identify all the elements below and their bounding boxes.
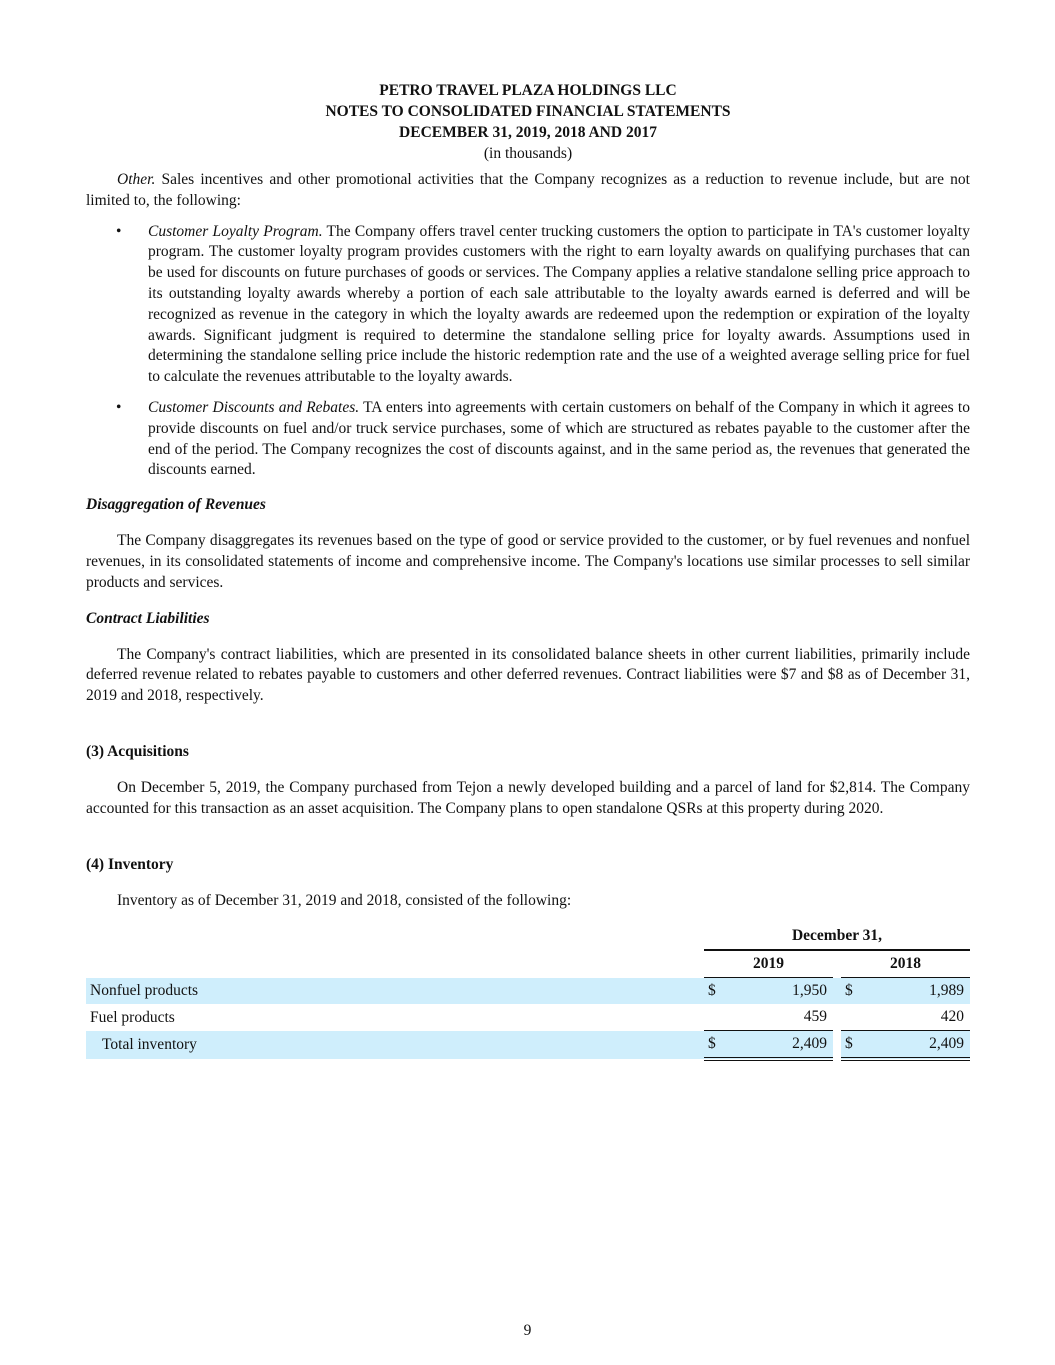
value-2019: 1,950	[728, 978, 833, 1005]
value-2018: 420	[865, 1004, 970, 1031]
other-paragraph	[86, 170, 970, 212]
bullet-discounts	[86, 398, 970, 481]
bullet-text: TA enters into agreements with certain customers on behalf of the Company in which it agrees to provide discounts on fuel and/or truck service purchases, some of which are structured as rebates payable to the customer after the end of the period. The Company recognizes the cost of discounts against, and in the same period as, the revenues that generated the discounts earned.	[148, 398, 970, 479]
inventory-table	[86, 923, 970, 1061]
contract-liabilities-paragraph: The Company's contract liabilities, which are presented in its consolidated balance sheets in other current liabilities, primarily include deferred revenue related to rebates payable to customers and other deferred revenues. Contract liabilities were $7 and $8 as of December 31, 2019 and 2018, respectively.	[86, 645, 970, 705]
document-page	[86, 80, 970, 1061]
bullet-text: The Company offers travel center trucking customers the option to participate in TA's customer loyalty program. The customer loyalty program provides customers with the right to earn loyalty awards on qualifying purchases that can be used for discounts on future purchases of goods or services. The Company applies a relative standalone selling price approach to its outstanding loyalty awards whereby a portion of each sale attributable to the loyalty awards earned is deferred and will be recognized as revenue in the category in which the loyalty awards are redeemed upon the redemption or expiration of the loyalty awards. Significant judgment is required to determine the standalone selling price for loyalty awards. Assumptions used in determining the standalone selling price include the historic redemption rate and the use of a weighted average selling price for fuel to calculate the revenues attributable to the loyalty awards.	[148, 222, 970, 386]
bullet-title: Customer Loyalty Program.	[148, 222, 323, 240]
column-header-2019: 2019	[704, 950, 833, 978]
currency-symbol	[704, 1004, 728, 1031]
bullet-icon: •	[116, 398, 122, 416]
row-label: Nonfuel products	[86, 978, 704, 1005]
other-lead: Other.	[117, 171, 156, 188]
currency-symbol: $	[841, 1031, 865, 1060]
other-text: Sales incentives and other promotional activities that the Company recognizes as a reduction to revenue include, but are not limited to, the following:	[86, 171, 970, 209]
acquisitions-heading: (3) Acquisitions	[86, 742, 189, 760]
bullet-icon: •	[116, 222, 122, 240]
currency-symbol: $	[704, 978, 728, 1005]
units-note: (in thousands)	[483, 145, 573, 162]
currency-symbol: $	[841, 978, 865, 1005]
column-header-2018: 2018	[841, 950, 970, 978]
value-2018: 1,989	[865, 978, 970, 1005]
company-name: PETRO TRAVEL PLAZA HOLDINGS LLC	[379, 82, 677, 99]
period-heading: DECEMBER 31, 2019, 2018 AND 2017	[399, 124, 657, 141]
row-label: Fuel products	[90, 1008, 175, 1026]
inventory-heading: (4) Inventory	[86, 855, 174, 873]
disaggregation-heading: Disaggregation of Revenues	[86, 496, 266, 514]
row-label: Total inventory	[86, 1031, 704, 1060]
inventory-intro: Inventory as of December 31, 2019 and 2018, consisted of the following:	[117, 891, 572, 909]
contract-liabilities-heading: Contract Liabilities	[86, 609, 210, 627]
value-2018: 2,409	[865, 1031, 970, 1060]
currency-symbol: $	[704, 1031, 728, 1060]
table-row	[86, 978, 970, 1005]
bullet-loyalty	[86, 222, 970, 388]
value-2019: 2,409	[728, 1031, 833, 1060]
value-2019: 459	[728, 1004, 833, 1031]
table-group-header-row	[86, 923, 970, 950]
acquisitions-paragraph: On December 5, 2019, the Company purchased from Tejon a newly developed building and a parcel of land for $2,814. The Company accounted for this transaction as an asset acquisition. The Company plans to open standalone QSRs at this property during 2020.	[86, 778, 970, 817]
page-number: 9	[523, 1322, 532, 1339]
group-header: December 31,	[704, 923, 970, 950]
document-title: NOTES TO CONSOLIDATED FINANCIAL STATEMENTS	[325, 103, 731, 120]
currency-symbol	[841, 1004, 865, 1031]
table-row-total	[86, 1031, 970, 1060]
table-column-header-row	[86, 950, 970, 978]
disaggregation-paragraph: The Company disaggregates its revenues based on the type of good or service provided to the customer, or by fuel revenues and nonfuel revenues, in its consolidated statements of income and comprehensive income. The Company's locations use similar processes to sell similar products and services.	[86, 532, 970, 591]
bullet-title: Customer Discounts and Rebates.	[148, 398, 360, 416]
table-row	[86, 1004, 970, 1031]
